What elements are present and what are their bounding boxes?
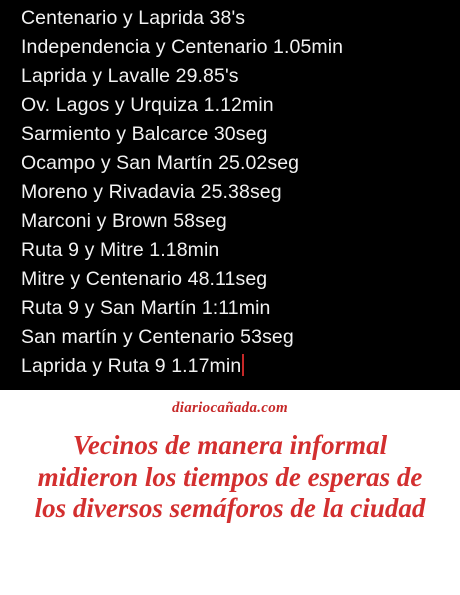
note-line-last[interactable] bbox=[21, 352, 460, 381]
note-line: Ov. Lagos y Urquiza 1.12min bbox=[21, 94, 274, 116]
note-line: Sarmiento y Balcarce 30seg bbox=[21, 123, 268, 145]
note-line: Moreno y Rivadavia 25.38seg bbox=[21, 181, 282, 203]
note-line: Ruta 9 y San Martín 1:11min bbox=[21, 297, 271, 319]
note-line: Ruta 9 y Mitre 1.18min bbox=[21, 239, 220, 261]
note-line: Centenario y Laprida 38's bbox=[21, 7, 246, 29]
site-name: diariocañada.com bbox=[171, 400, 289, 416]
note-line: Independencia y Centenario 1.05min bbox=[21, 36, 344, 58]
text-cursor bbox=[242, 354, 244, 376]
note-line: Mitre y Centenario 48.11seg bbox=[21, 268, 268, 290]
note-line: Marconi y Brown 58seg bbox=[21, 210, 227, 232]
note-line: San martín y Centenario 53seg bbox=[21, 326, 294, 348]
note-line: Ocampo y San Martín 25.02seg bbox=[21, 152, 300, 174]
headline: Vecinos de manera informal midieron los tiempos de esperas de los diversos semáforos de la ciudad bbox=[34, 430, 426, 523]
note-line-text: Laprida y Ruta 9 1.17min bbox=[21, 355, 242, 377]
note-line: Laprida y Lavalle 29.85's bbox=[21, 65, 239, 87]
